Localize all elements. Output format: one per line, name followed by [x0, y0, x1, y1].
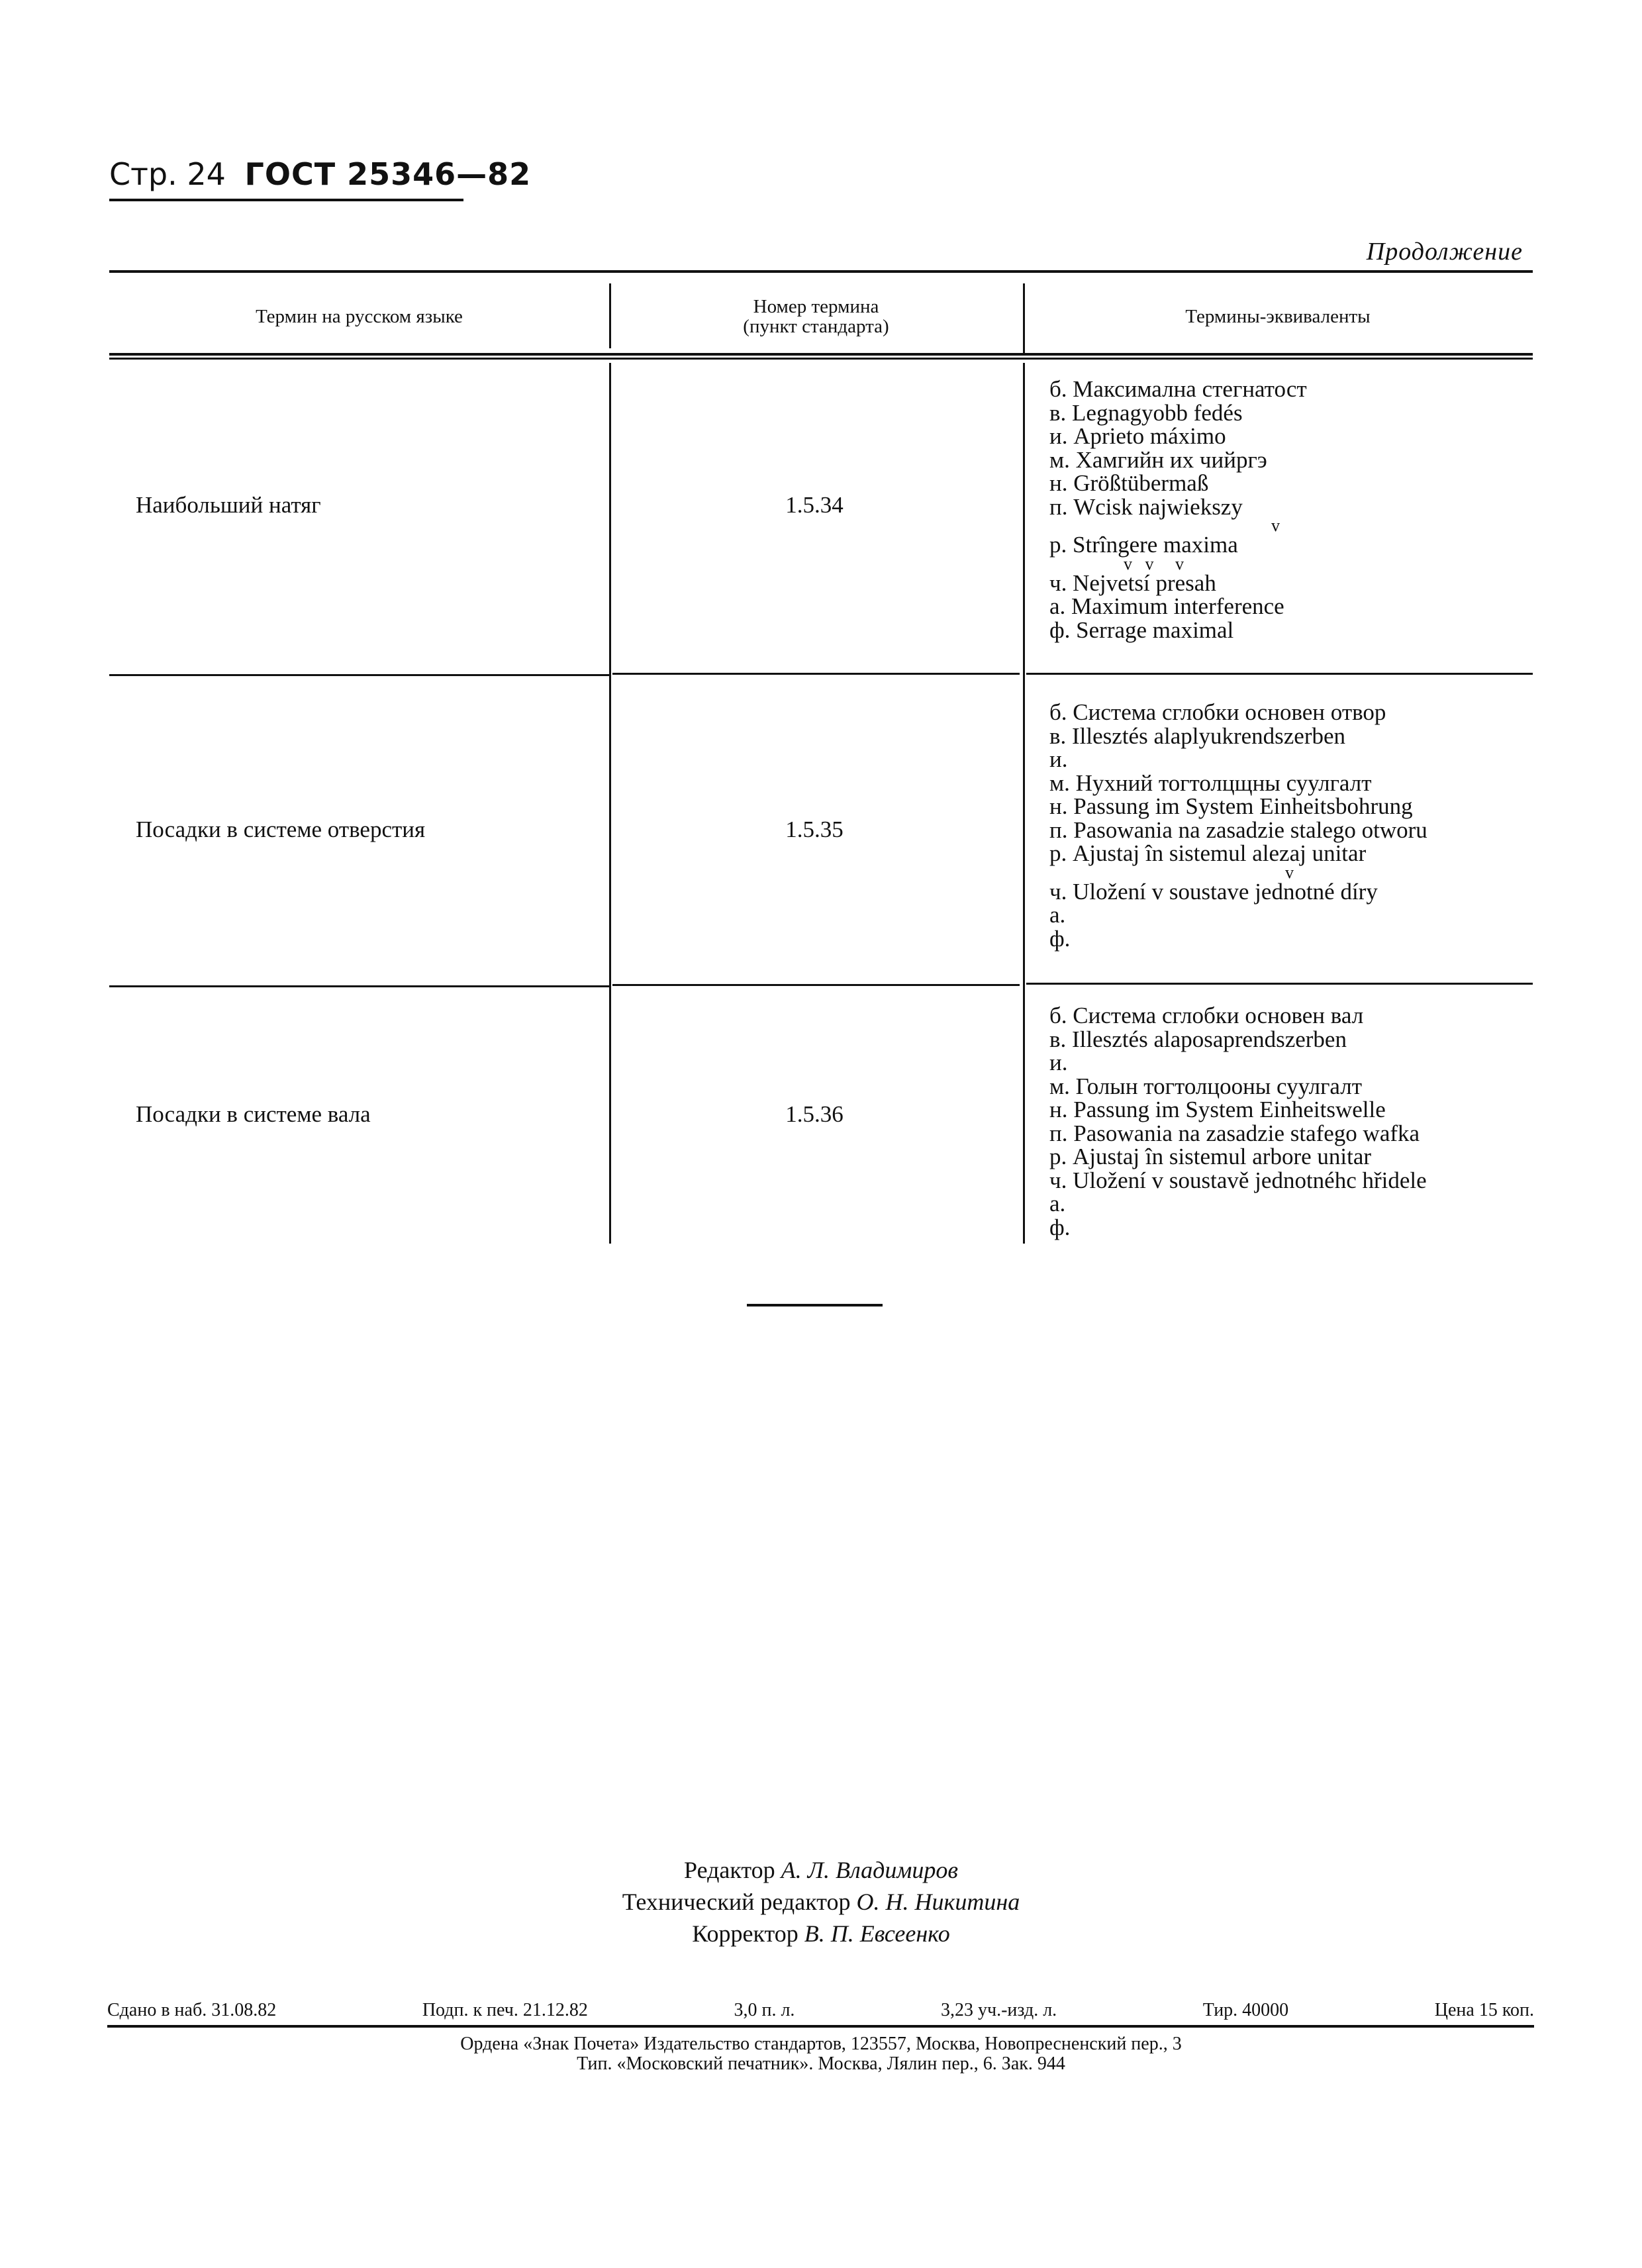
row-divider: [612, 984, 1020, 986]
equivalent-romanian: р. Ajustaj în sistemul alezaj unitar: [1049, 840, 1367, 866]
credit-name: О. Н. Никитина: [856, 1889, 1020, 1915]
equivalent-hungarian: в. Illesztés alaposaprendszerben: [1049, 1026, 1347, 1052]
credit-role: Корректор: [692, 1920, 798, 1947]
term-number: 1.5.36: [785, 1101, 844, 1127]
credit-role: Технический редактор: [622, 1889, 851, 1915]
credit-tech-editor: [0, 1886, 1642, 1918]
equivalent-spanish: и.: [1049, 746, 1068, 772]
header-bottom-rule-2: [109, 358, 1533, 360]
credit-editor: [0, 1854, 1642, 1886]
column-header-equivalents: Термины-эквиваленты: [1185, 305, 1371, 327]
publisher-info: [0, 2034, 1642, 2074]
diacritic-mark: v v v: [1124, 554, 1184, 573]
column-header-number-line2: (пункт стандарта): [743, 316, 889, 337]
equivalent-german: н. Größtübermaß: [1049, 470, 1209, 496]
body-divider-2: [1023, 363, 1025, 1244]
page-number: Стр. 24: [109, 156, 226, 192]
credit-name: В. П. Евсеенко: [804, 1920, 950, 1947]
imprint-pub-sheets: 3,23 уч.-изд. л.: [941, 2000, 1057, 2020]
equivalent-english: а. Maximum interference: [1049, 593, 1284, 619]
imprint-price: Цена 15 коп.: [1434, 2000, 1534, 2020]
term-number: 1.5.35: [785, 816, 844, 842]
imprint-row: [107, 2000, 1534, 2021]
term-equivalents: [1049, 377, 1307, 642]
imprint-print-sheets: 3,0 п. л.: [734, 2000, 795, 2020]
equivalent-english: а.: [1049, 902, 1066, 928]
equivalent-bulgarian: б. Система сглобки основен отвор: [1049, 699, 1386, 725]
term-equivalents: [1049, 701, 1427, 950]
term-russian: Наибольший натяг: [136, 492, 321, 518]
equivalent-polish: п. Pasowania na zasadzie stalego otworu: [1049, 816, 1427, 843]
equivalent-french: ф.: [1049, 1214, 1071, 1240]
column-header-term: Термин на русском языке: [256, 305, 463, 327]
imprint-circulation: Тир. 40000: [1202, 2000, 1289, 2020]
equivalent-hungarian: в. Legnagyobb fedés: [1049, 399, 1243, 426]
equivalent-hungarian: в. Illesztés alaplyukrendszerben: [1049, 722, 1346, 749]
column-header-number-line1: Номер термина: [753, 295, 879, 317]
row-divider: [612, 673, 1020, 675]
publisher-line-1: Ордена «Знак Почета» Издательство стандартов, 123557, Москва, Новопресненский пер., 3: [460, 2034, 1182, 2054]
credits: [0, 1854, 1642, 1949]
row-divider: [109, 985, 609, 987]
equivalent-german: н. Passung im System Einheitsbohrung: [1049, 793, 1413, 819]
credit-role: Редактор: [684, 1857, 775, 1883]
table-top-rule: [109, 270, 1533, 273]
equivalent-french: ф. Serrage maximal: [1049, 616, 1234, 643]
term-equivalents: [1049, 1004, 1427, 1239]
equivalent-mongolian: м. Хамгийн их чийргэ: [1049, 446, 1267, 473]
equivalent-bulgarian: б. Система сглобки основен вал: [1049, 1003, 1364, 1028]
equivalent-romanian: р. Strîngere maxima: [1049, 532, 1238, 558]
row-divider: [1026, 983, 1533, 985]
publisher-line-2: Тип. «Московский печатник». Москва, Лялин пер., 6. Зак. 944: [577, 2053, 1065, 2074]
header-bottom-rule-1: [109, 353, 1533, 356]
equivalent-czech: ч. Nejvetsí presah: [1049, 569, 1216, 596]
equivalent-mongolian: м. Голын тогтолцооны суулгалт: [1049, 1073, 1363, 1099]
imprint-signed: Подп. к печ. 21.12.82: [422, 2000, 588, 2020]
equivalent-spanish: и.: [1049, 1050, 1068, 1075]
term-russian: Посадки в системе вала: [136, 1101, 371, 1127]
equivalent-english: а.: [1049, 1191, 1066, 1216]
credit-name: А. Л. Владимиров: [781, 1857, 958, 1883]
header-underline: [109, 199, 463, 201]
equivalent-mongolian: м. Нухний тогтолцщны суулгалт: [1049, 769, 1372, 796]
equivalent-polish: п. Pasowania na zasadzie stafego wafka: [1049, 1120, 1420, 1146]
equivalent-french: ф.: [1049, 925, 1071, 952]
standard-number: ГОСТ 25346—82: [244, 156, 532, 192]
imprint-rule: [107, 2025, 1534, 2028]
equivalent-czech: ч. Uložení v soustavě jednotnéhc hřidele: [1049, 1167, 1427, 1193]
equivalent-polish: п. Wcisk najwiekszy: [1049, 493, 1243, 520]
equivalent-spanish: и. Aprieto máximo: [1049, 423, 1226, 449]
equivalent-czech: ч. Uložení v soustave jednotné díry: [1049, 878, 1378, 905]
imprint-submitted: Сдано в наб. 31.08.82: [107, 2000, 277, 2020]
credit-corrector: [0, 1918, 1642, 1949]
diacritic-mark: v: [1271, 516, 1280, 535]
equivalent-german: н. Passung im System Einheitswelle: [1049, 1097, 1386, 1122]
term-number: 1.5.34: [785, 492, 844, 518]
continuation-label: Продолжение: [1366, 238, 1523, 266]
equivalent-bulgarian: б. Максимална стегнатост: [1049, 376, 1307, 402]
column-header-number: [609, 283, 1023, 350]
equivalent-romanian: р. Ajustaj în sistemul arbore unitar: [1049, 1144, 1372, 1169]
row-divider: [1026, 673, 1533, 675]
section-separator: [747, 1304, 883, 1307]
row-divider: [109, 674, 609, 676]
diacritic-mark: v: [1285, 862, 1294, 882]
page-header: [109, 156, 532, 192]
term-russian: Посадки в системе отверстия: [136, 816, 426, 842]
